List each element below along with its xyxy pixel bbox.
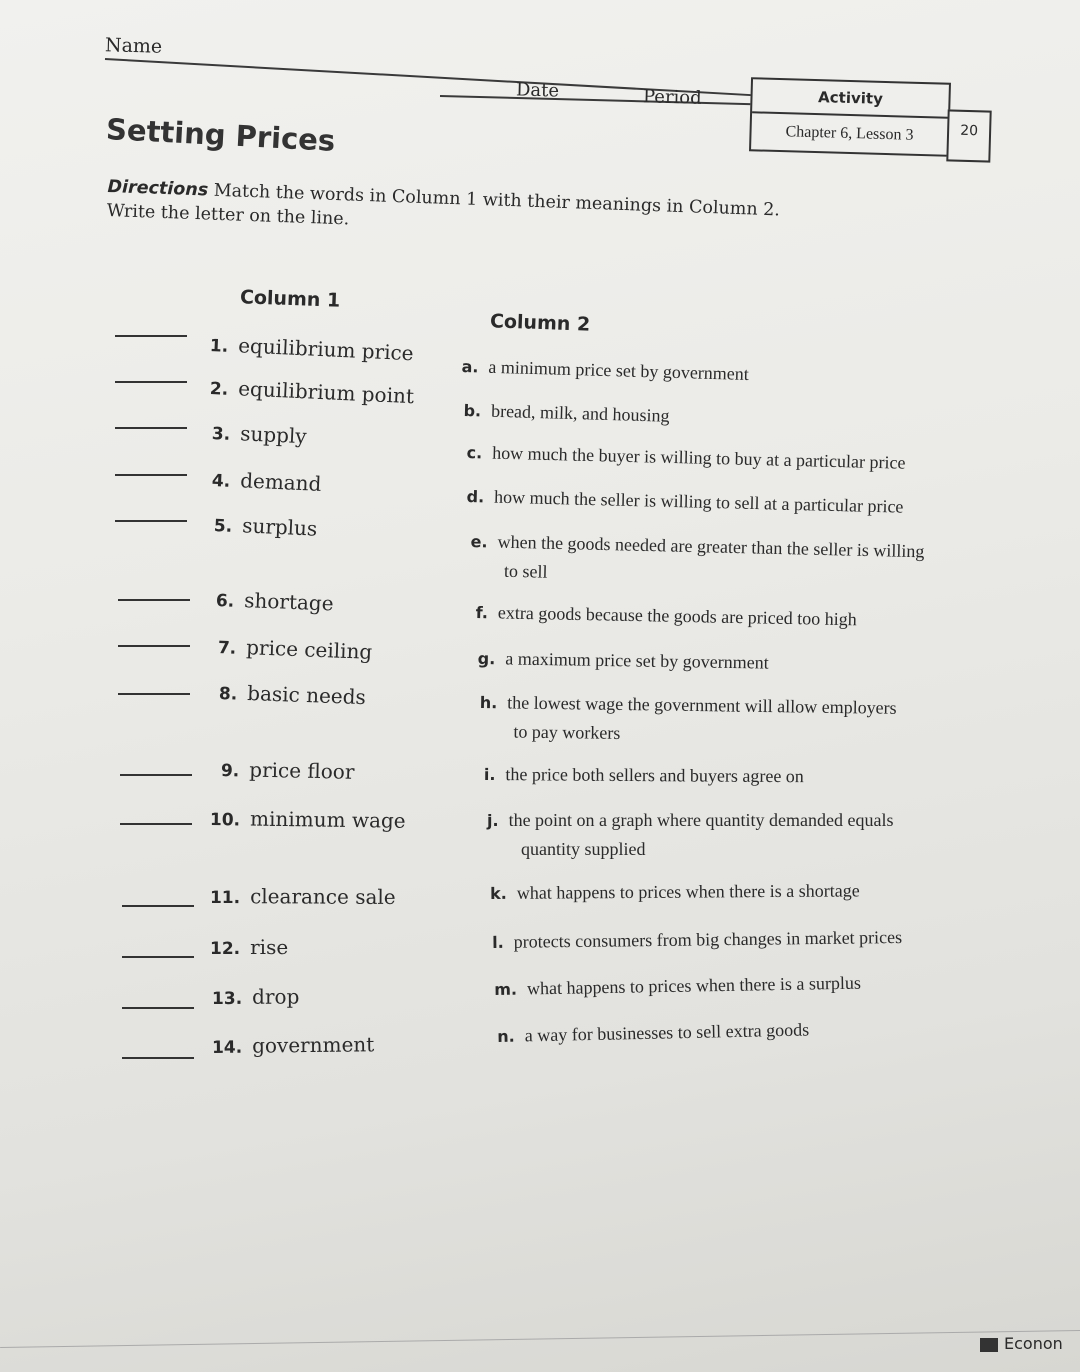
directions-label: Directions	[107, 176, 209, 201]
directions	[106, 175, 807, 247]
activity-number: 20	[946, 109, 991, 162]
footer-text: Econon	[1004, 1334, 1063, 1353]
answer-blank-9[interactable]	[120, 774, 192, 776]
term-6: 6. shortage	[215, 588, 335, 616]
definition-h: h. the lowest wage the government will allow employers to pay workers	[479, 692, 897, 743]
term-4: 4. demand	[211, 468, 322, 496]
answer-blank-2[interactable]	[115, 381, 187, 383]
answer-blank-11[interactable]	[122, 905, 194, 907]
definition-f: f. extra goods because the goods are priced too high	[475, 602, 857, 630]
term-10: 10. minimum wage	[209, 806, 406, 833]
answer-blank-6[interactable]	[118, 599, 190, 601]
footer-rule	[0, 1330, 1080, 1348]
chapter-label: Chapter 6, Lesson 3	[785, 123, 914, 144]
answer-blank-3[interactable]	[115, 427, 187, 429]
term-13: 13. drop	[211, 984, 300, 1009]
period-label: Period	[642, 86, 702, 109]
definition-j: j. the point on a graph where quantity demanded equals quantity supplied	[487, 810, 894, 859]
definition-c: c. how much the buyer is willing to buy at a particular price	[466, 442, 906, 473]
term-5: 5. surplus	[213, 513, 318, 541]
term-1: 1. equilibrium price	[209, 333, 415, 366]
term-14: 14. government	[211, 1032, 375, 1058]
term-9: 9. price floor	[220, 757, 355, 784]
term-3: 3. supply	[211, 421, 308, 449]
book-icon	[980, 1338, 998, 1352]
definition-i: i. the price both sellers and buyers agree on	[483, 764, 804, 787]
answer-blank-14[interactable]	[122, 1057, 194, 1059]
directions-text: Match the words in Column 1 with their meanings in Column 2. Write the letter on the line.	[106, 180, 781, 230]
definition-b: b. bread, milk, and housing	[463, 400, 670, 426]
definition-g: g. a maximum price set by government	[477, 648, 769, 673]
definition-a: a. a minimum price set by government	[461, 356, 750, 385]
date-label: Date	[515, 79, 560, 102]
answer-blank-4[interactable]	[115, 474, 187, 476]
definition-d: d. how much the seller is willing to sell at a particular price	[466, 486, 904, 517]
term-2: 2. equilibrium point	[209, 376, 415, 409]
answer-blank-10[interactable]	[120, 823, 192, 825]
column1-heading: Column 1	[239, 286, 341, 312]
term-8: 8. basic needs	[218, 680, 367, 710]
answer-blank-13[interactable]	[122, 1007, 194, 1009]
term-7: 7. price ceiling	[217, 635, 373, 664]
answer-blank-5[interactable]	[115, 520, 187, 522]
definition-k: k. what happens to prices when there is a shortage	[490, 880, 860, 903]
definition-l: l. protects consumers from big changes in market prices	[492, 926, 903, 952]
answer-blank-7[interactable]	[118, 645, 190, 647]
definition-e: e. when the goods needed are greater than the seller is willing to sell	[470, 531, 925, 582]
answer-blank-12[interactable]	[122, 956, 194, 958]
name-label: Name	[104, 34, 163, 58]
answer-blank-1[interactable]	[115, 335, 187, 337]
column2-heading: Column 2	[489, 310, 591, 336]
answer-blank-8[interactable]	[118, 693, 190, 695]
activity-label: Activity	[752, 79, 949, 118]
definition-n: n. a way for businesses to sell extra goods	[497, 1019, 810, 1046]
header-rule	[440, 95, 770, 106]
term-12: 12. rise	[210, 935, 289, 959]
page-title: Setting Prices	[105, 112, 337, 158]
definition-m: m. what happens to prices when there is a surplus	[494, 972, 862, 999]
footer	[980, 1334, 1063, 1353]
activity-tab	[749, 77, 951, 157]
term-11: 11. clearance sale	[209, 884, 396, 909]
